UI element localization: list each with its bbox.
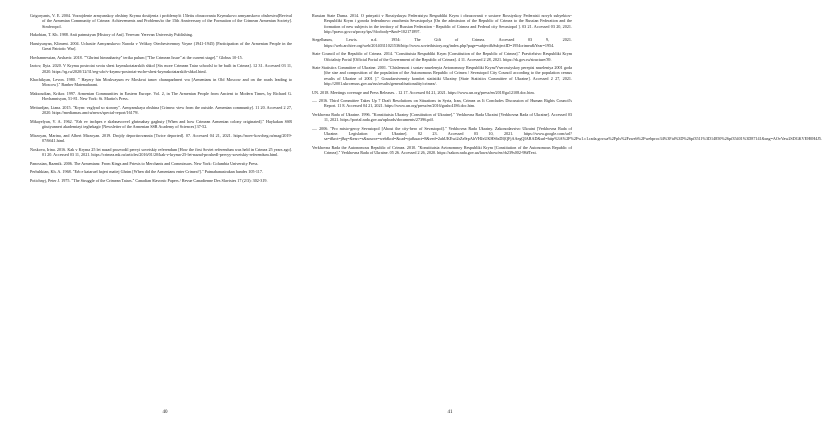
reference-entry: State Council of the Republic of Crimea. 2014. "Constitutsia Respubliki Krym [Constitution of the Republic of Crimea]." Pravitelstvo Respubliki Krym Oficialniy Portal [Official Portal of the Government of the Republic of Crimea]. 4 11. Accessed 2 28, 2021. https://rk.gov.ru/structure/39. <box>312 51 572 62</box>
reference-entry: Hovhannessian, Arshavir. 2018. ""Ghrimi himnahartsy" terika pulum ["The Crimean Issue" at the current stage]." Globus 10-15. <box>30 54 243 60</box>
reference-entry: Harutyunyan, Kliment. 2004. Uchastie Armyanskovo Naroda v Velikoy Otechestvennoy Voyne (1941-1945) [Participation of the Armenian People in the Great Patriotic War]. <box>30 40 292 52</box>
references-list-right <box>312 13 822 156</box>
reference-entry: Grigoryants, V. E. 2004. Vozrojdenie armyanskoy obshiny Kryma dostijenia i problemy/it 15letiu obrazovania Krymskovo armyanskovo obshestva[Revival of the Armenian Community of Crimea: Achievements and Problems/to the 15th Anniversary of the Formation of the Crimean Armenian Society]. Simferopol. <box>30 13 292 29</box>
reference-entry: Potichnyj, Peter J. 1975. "The Struggle of the Crimean Tatars." Canadian Slavonic Papers / Revue Canadienne Des Slavistes 17 (2/3): 302-319. <box>30 177 268 183</box>
reference-entry: UN. 2018. Meetings coverage and Press Releases. . 12 17. Accessed 04 21, 2021. https://www.un.org/press/en/2018/ga12108.doc.htm. <box>312 89 535 95</box>
reference-entry: Noskova, Irina. 2016. Kak v Kryma 25 let nazad prozvodil pervyi sovetskiy referendum [How the first Soviet referendum was held in Crimea 25 years ago]. 01 20. Accessed 03 11, 2021. https://crimea.mk.ru/articles/2016/01/20/kak-v-kryma-25-let-nazad-proshedl-pervyy-sovetskiy-referendum.html. <box>30 146 292 157</box>
reference-entry: Izotov, Ilyia. 2020. V Krymu postroiat svoiu shest krymskotatarskih shkol [Six more Crimean Tatar schoolsl to be built in Crimea]. 12 31. Accessed 03 11, 2020. https://rg.ru/2020/12/31/reg-ufo/v-krymu-postroiat-esche-shest-krymskotatarskih-shkol.html. <box>30 63 292 74</box>
reference-entry: Verkhovna Rada of Ukraine. 1996. "Konstitutsia Ukrainy [Constitution of Ukraine]." Verkhovna Rada Ukraini [Verkhovna Rada of Ukraine]. Accessed 03 11, 2021. https://portal.rada.gov.ua/uploads/documents/27396.pdf. <box>312 112 572 123</box>
reference-entry: —. 2016. Third Committee Takes Up 7 Draft Resolutions on Situations in Syria, Iran, Crimea as It Concludes Discussion of Human Rights Council's Report. 11 8. Accessed 04 21, 2021. https://www.un.org/press/en/2016/gashc4186.doc.htm. <box>312 98 572 109</box>
reference-entry: —. 2006. "Pro misto-geroy Sevastopol [About the city-hero of Sevastopol]." Verkhovna Rada Ukrainy. Zakonodavstvo Ukraini [Verkhovna Rada of Ukraine. Legislation of Ukraine]. 02 23. Accessed 03 10, 2021. https://www.google.com/url?sa=t&rct=j&q=&esrc=s&source=web&cd=&cad=rja&uact=8&ved=2ahUKEwi2rZz9rpAhVHJzUKHS6sDI(QFjAAegQIARAD&url=http%3A%2F%2Fw1.c1.rada.gov.ua%2Fpls%2Fzweb%2Fwebproc34%3Fid%3D%26pf3511%3D14850%26pf35401%3D87141&usg=AOvVaw2SDGKVEH0H4J5. <box>312 125 822 142</box>
reference-entry: Khachikyan, Levon. 1980. " Hayery hin Moskvayum ev Moskvai tanov chanaparhneri vra [Armenians in Old Moscow and on the roads leading to Moscow]." Banber Matenadarani. <box>30 77 292 88</box>
page-number-left: 40 <box>162 410 168 415</box>
page-number-right: 41 <box>447 410 453 415</box>
reference-entry: State Statistics Committee of Ukraine. 2001. "Chislennost i sostav naselenyia Avtonomnoy Respubliki Krym/Vserossiyskoy perepisi naseleniya 2001 goda [the size and composition of the population of the Autonomous Republic of Crimea / Sevastopol City Council according to the population census results of Ukraine of 2001 ]." Gosudarstvenniy komitet statistiki Ukrainy [State Statistics Committee of Ukraine]. Accessed 2 27, 2021. http://2001.ukrcensus.gov.ua/rus/results/general/nationality/crimea/. <box>312 65 572 86</box>
references-list-left <box>30 13 292 183</box>
reference-entry: Russian State Duma. 2014. O prinyatii v Rossiyskuyu Federatsiyu Respubliki Krym i obrazovanii v sostave Rossiyskoy Federatsii novyh subyektov-Respubliki Krym i goroda federalnovo znachenia Sevastopolya [On the admission of the Republic of Crimea to the Russian Federation and the formation of new subjects in the territory of Russian Federation - Republic of Crimea and Federal city Sevastopol ]. 03 21. Accessed 03 20, 2021. http://pravo.gov.ru/proxy/ips/?docbody=&nd=102171897. <box>312 13 572 34</box>
left-page <box>0 0 300 423</box>
reference-entry: Verkhovna Rada the Autonomous Republic of Crimea. 2010. "Konstitutsia Avtonomnoy Respubliki Krym [Constitution of the Autonomous Republic of Crimea]." Verkhovna Rada of Ukraine. 05 26. Accessed 2 26, 2020. https://zakon.rada.gov.ua/laws/show/en/rb239s002-98#Text. <box>312 145 572 156</box>
reference-entry: Mirzoyan, Marina, and Albert Mirzoyan. 2019. Drojdy deportirovannia [Twice deported]. 07. Accessed 04 21, 2021. https://noev-kovcheg.ru/mag/2019-07/6641.html. <box>30 132 292 144</box>
reference-entry: Perhshkian, Kh. A. 1968. "Erb e kataruel hajeri matiej Ghrim [When did the Armenians enter Crimea?]." Patmabanasirakan handes 105-117. <box>30 169 263 175</box>
reference-entry: Hakobian, T. Kh. 1988. Anii patmutyun [History of Ani]. Yerevan: Yerevan University Publishing. <box>30 32 193 38</box>
right-page <box>300 0 822 423</box>
reference-entry: Panossian, Razmik. 2006. The Armenians: From Kings and Priests to Merchants and Commissars. New York: Columbia University Press. <box>30 160 259 166</box>
reference-entry: Meiturdjan, Liana. 2015. "Krym: vzglyad so storony". Armyanskaya obshina [Crimea: view from the outside. Armenian community]. 11 20. Accessed 2 27, 2020. https://mediamax.am/ru/news/special-report/16179/. <box>30 104 292 116</box>
reference-entry: Maksoudian, Krikor. 1997. Armenian Communities in Eastern Europe. Vol. 2, in The Armenian People from Ancient to Modern Times, by Richard G. Hovhannisyan, 51-81. New York: St. Martin's Press. <box>30 91 292 102</box>
reference-entry: Siegelbaum, Lewis. n.d. 1954: The Gift of Crimea. Accessed 03 9, 2021. https://web.archive.org/web/20140311021536/http://www.soviethistory.org/index.php?page=subject&SubjectID=1954crimea&Year=1954. <box>312 37 572 48</box>
reference-entry: Mikayelyan, V. A. 1962. "Erb ev inchpes e skzbnavorvel ghrimahay gaghuty [When and how Crimean Armenian colony originated]." Haykakan SSR gitutyunneri akademiayi teghekagir [Newsletter of the Armenian SSR Academy of Sciences] 37-52. <box>30 118 292 130</box>
